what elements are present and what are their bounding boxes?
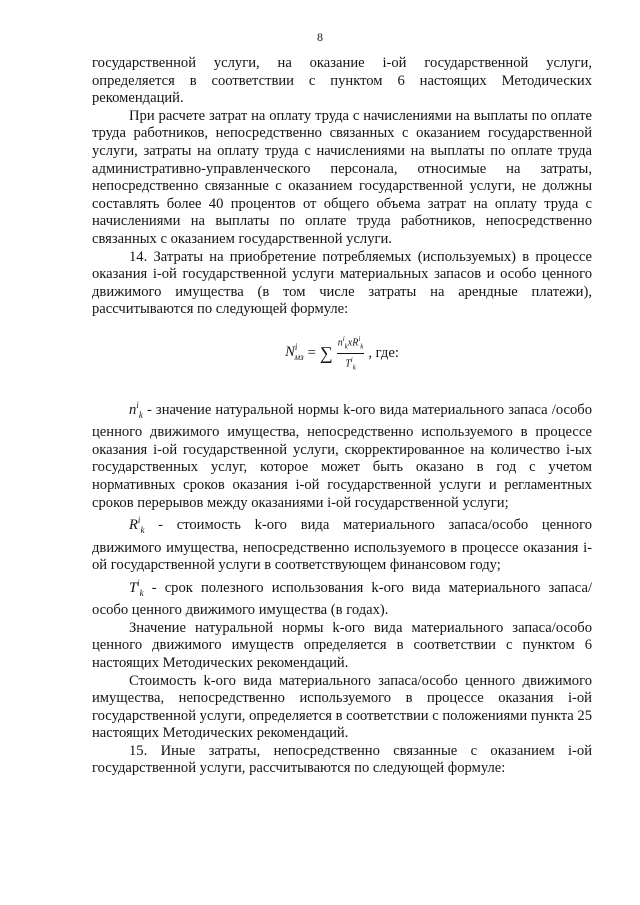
paragraph-labor-costs: При расчете затрат на оплату труда с начислениями на выплаты по оплате труда работников, непосредственно связанных с оказанием государственной услуги, затраты на оплату труда с начислениями на выплаты по оплате труда административно-управленческого персонала, относимые на затраты, непосредственно связанные с оказанием государственной услуги, не должны составлять более 40 процентов от общего объема затрат на оплату труда с начислениями на выплаты по оплате труда работников, непосредственно связанных с оказанием государственной услуги. (92, 107, 592, 247)
formula-denominator: $T^i_k$ (345, 356, 356, 372)
definition-n: $n^i_k$ - значение натуральной нормы k-ого вида материального запаса /особо ценного движимого имущества, непосредственно используемого в процессе оказания i-ой государственной услуги, скорректированное на количество i-ых государственных услуг, которое может быть оказано в год с учетом нормативных сроков оказания i-ой государственной услуги и регламентных сроков перерывов между оказаниями i-ой государственной услуги; (92, 399, 592, 511)
definition-t-symbol: $T^i_k$ (129, 577, 144, 598)
paragraph-cost-value: Стоимость k-ого вида материального запаса/особо ценного движимого имущества, непосредственно используемого в процессе оказания i-ой государственной услуги, определяется в соответствии с положениями пункта 25 настоящих Методических рекомендаций. (92, 672, 592, 742)
document-body (92, 55, 592, 778)
paragraph-item-15: 15. Иные затраты, непосредственно связанные с оказанием i-ой государственной услуги, рассчитываются по следующей формуле: (92, 742, 592, 777)
paragraph-continuation: государственной услуги, на оказание i-ой государственной услуги, определяется в соответствии с пунктом 6 настоящих Методических рекомендаций. (92, 55, 592, 107)
paragraph-natural-norm: Значение натуральной нормы k-ого вида материального запаса/особо ценного движимого имуществ определяется в соответствии с пунктом 6 настоящих Методических рекомендаций. (92, 619, 592, 671)
formula-numerator: $n^i_kxR^i_k$ (337, 334, 365, 354)
page-number: 8 (317, 30, 323, 44)
definition-r: $R^i_k$ - стоимость k-ого вида материального запаса/особо ценного движимого имущества, непосредственно используемого в процессе оказания i-ой государственной услуги в соответствующем финансовом году; (92, 515, 592, 574)
formula-fraction (337, 334, 365, 374)
formula-equals: = (307, 344, 316, 361)
paragraph-item-14: 14. Затраты на приобретение потребляемых (используемых) в процессе оказания i-ой государственной услуги материальных запасов и особо ценного движимого имущества (в том числе затраты на арендные платежи), рассчитываются по следующей формуле: (92, 248, 592, 318)
formula-lhs: $N^i_{мз}$ (285, 342, 304, 363)
definition-t: $T^i_k$ - срок полезного использования k-ого вида материального запаса/особо ценного движимого имущества (в годах). (92, 577, 592, 619)
formula-tail: , где: (368, 344, 399, 361)
definition-r-symbol: $R^i_k$ (129, 515, 145, 535)
formula-sum-sign: ∑ (319, 342, 333, 363)
definition-n-symbol: $n^i_k$ (129, 399, 143, 420)
formula-material-costs (92, 334, 592, 378)
